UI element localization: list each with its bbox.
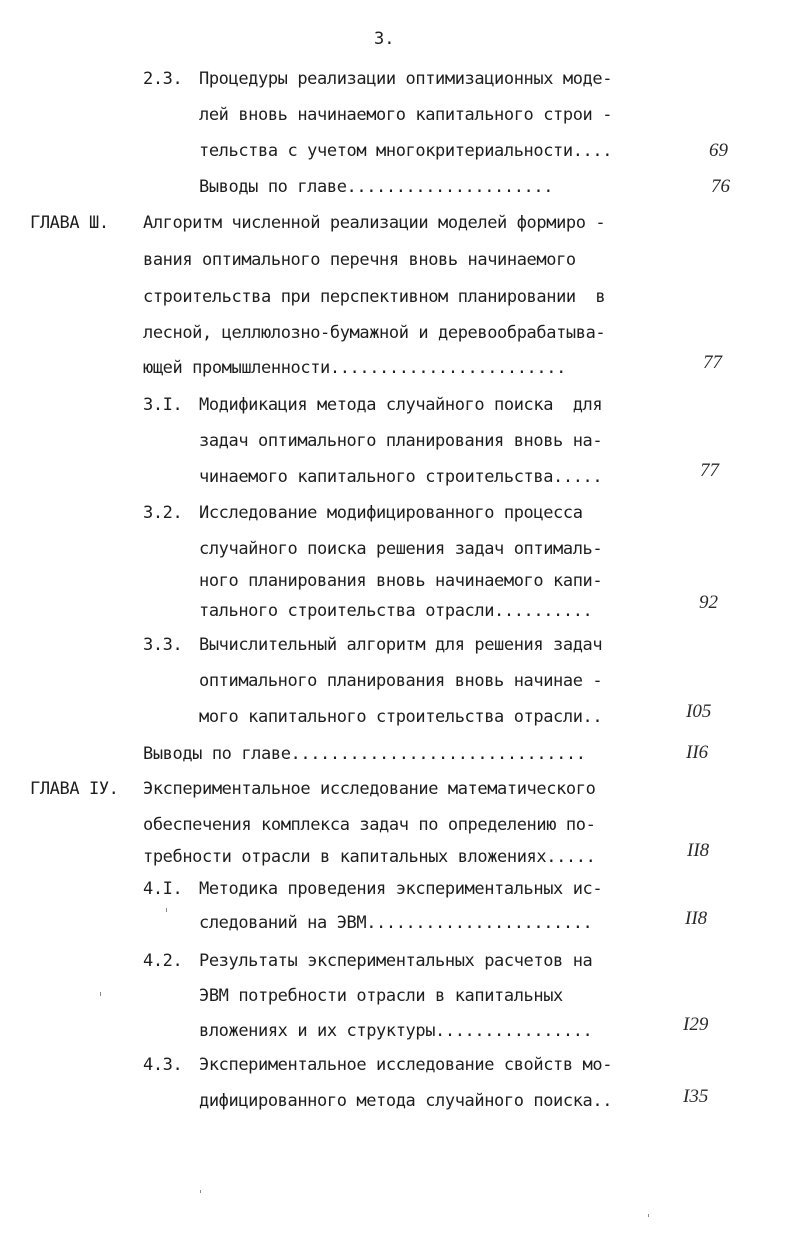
toc-page-number: I05: [686, 701, 712, 722]
toc-entry-line: дифицированного метода случайного поиска..: [199, 1091, 613, 1111]
scan-speck: [166, 908, 167, 912]
toc-page-number: II8: [685, 908, 708, 929]
toc-section-number: 3.I.: [143, 395, 183, 415]
toc-entry-line: следований на ЭВМ.......................: [199, 913, 593, 933]
toc-page-number: I29: [683, 1014, 709, 1035]
toc-entry-line: ного планирования вновь начинаемого капи-: [199, 571, 603, 591]
toc-page-number: II8: [687, 840, 710, 861]
toc-entry-line: лей вновь начинаемого капитального строи -: [199, 105, 613, 125]
toc-section-number: 3.3.: [143, 635, 183, 655]
toc-page-number: 76: [711, 176, 730, 197]
scan-speck: [100, 992, 101, 996]
toc-entry-line: тального строительства отрасли..........: [199, 601, 593, 621]
toc-section-number: 2.3.: [143, 69, 183, 89]
page-number: 3.: [374, 29, 395, 49]
toc-section-number: 4.3.: [143, 1055, 183, 1075]
toc-page-number: I35: [683, 1086, 709, 1107]
toc-entry-line: строительства при перспективном планировании в: [143, 287, 606, 307]
toc-entry-line: Результаты экспериментальных расчетов на: [199, 951, 593, 971]
toc-page-number: 77: [703, 352, 722, 373]
toc-entry-line: чинаемого капитального строительства.....: [199, 467, 603, 487]
toc-entry-line: Экспериментальное исследование математического: [143, 779, 596, 799]
toc-entry-line: тельства с учетом многокритериальности....: [199, 141, 613, 161]
toc-entry-line: Процедуры реализации оптимизационных моде-: [199, 69, 613, 89]
toc-entry-line: требности отрасли в капитальных вложениях.....: [143, 847, 596, 867]
toc-chapter-label: ГЛАВА Ш.: [30, 213, 109, 233]
toc-entry-line: Вычислительный алгоритм для решения задач: [199, 635, 603, 655]
toc-section-number: 4.I.: [143, 879, 183, 899]
toc-entry-line: лесной, целлюлозно-бумажной и деревообрабатыва-: [143, 323, 606, 343]
toc-conclusions-line: Выводы по главе..............................: [143, 744, 586, 764]
toc-conclusions-line: Выводы по главе.....................: [199, 177, 554, 197]
toc-entry-line: оптимального планирования вновь начинае -: [199, 671, 603, 691]
toc-entry-line: вания оптимального перечня вновь начинаемого: [143, 250, 576, 270]
scan-speck: [648, 1214, 649, 1217]
toc-entry-line: Экспериментальное исследование свойств мо-: [199, 1055, 613, 1075]
toc-chapter-label: ГЛАВА IУ.: [30, 779, 119, 799]
toc-entry-line: Исследование модифицированного процесса: [199, 503, 583, 523]
toc-page-number: II6: [686, 742, 709, 763]
toc-entry-line: Методика проведения экспериментальных ис-: [199, 879, 603, 899]
toc-page-number: 69: [709, 140, 728, 161]
toc-section-number: 3.2.: [143, 503, 183, 523]
toc-entry-line: мого капитального строительства отрасли..: [199, 707, 603, 727]
toc-entry-line: задач оптимального планирования вновь на-: [199, 431, 603, 451]
toc-entry-line: ющей промышленности........................: [143, 358, 566, 378]
scan-speck: [200, 1190, 201, 1193]
toc-entry-line: случайного поиска решения задач оптималь-: [199, 539, 603, 559]
toc-entry-line: вложениях и их структуры................: [199, 1021, 593, 1041]
toc-section-number: 4.2.: [143, 951, 183, 971]
toc-entry-line: Модификация метода случайного поиска для: [199, 395, 603, 415]
toc-entry-line: ЭВМ потребности отрасли в капитальных: [199, 986, 563, 1006]
toc-page-number: 77: [700, 460, 719, 481]
toc-entry-line: обеспечения комплекса задач по определению по-: [143, 815, 596, 835]
toc-page-number: 92: [699, 592, 718, 613]
toc-entry-line: Алгоритм численной реализации моделей формиро -: [143, 213, 606, 233]
